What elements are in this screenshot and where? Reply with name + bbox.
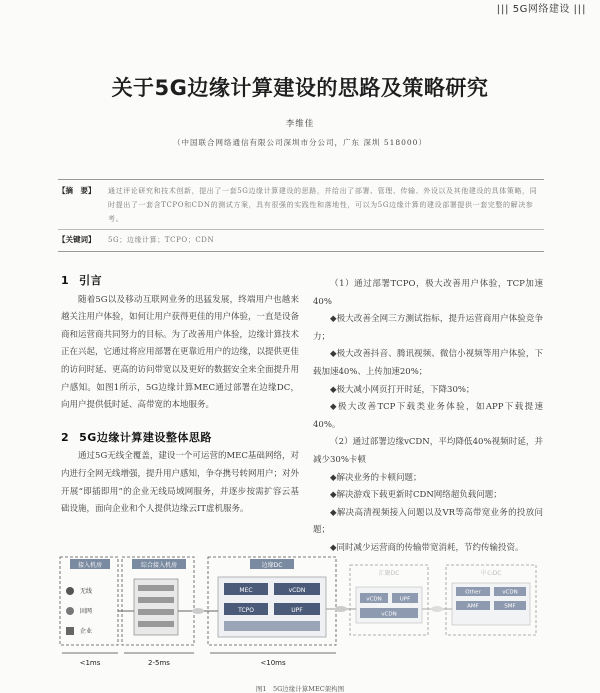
abstract-text: 通过评论研究和技术创新，提出了一套5G边缘计算建设的思路，并给出了部署、管理、传输、外设以及其他建设的具体策略，同时提出了一套含TCPO和CDN的测试方案，具有很强的实践性和落地性，可以为5G边缘计算的建设部署提供一套完整的解决参考。 <box>108 187 538 223</box>
section-name: 5G网络建设 <box>512 4 570 15</box>
edge-box-label: vCDN <box>288 587 306 594</box>
abstract-divider <box>58 229 544 230</box>
edge-box-label: TCPO <box>238 607 254 614</box>
latency-label: 2-5ms <box>148 659 170 667</box>
section1-paragraph: 随着5G以及移动互联网业务的迅猛发展，终端用户也越来越关注用户体验，如何让用户获得更佳的用户体验，一直是设备商和运营商共同努力的目标。为了改善用户体验，边缘计算技术正在兴起，它通过将应用部署在更靠近用户的边缘，以提供更佳的访问时延、更高的访问带宽以及更好的数据安全来全面提升用户感知。如图1所示，5G边缘计算MEC通过部署在边缘DC，向用户提供低时延、高带宽的本地服务。 <box>61 294 300 411</box>
core-box-label: SMF <box>504 603 516 610</box>
device-icon <box>66 627 74 635</box>
right-para: ◆极大减小网页打开时延，下降30%； <box>330 384 475 395</box>
abstract-row <box>58 184 544 226</box>
section2-paragraph: 通过5G无线全覆盖，建设一个可运营的MEC基础网络，对内进行全网无线增强，提升用户感知，争夺携号转网用户；对外开展“即插即用”的企业无线局域网服务，并逐步按需扩容云基础设施，面向企业和个人提供边缘云IT虚机服务。 <box>61 451 300 515</box>
abstract-label: 【摘 要】 <box>58 186 96 195</box>
right-para: ◆极大改善全网三方测试指标，提升运营商用户体验竞争力； <box>313 314 543 342</box>
device-icon <box>66 587 74 595</box>
device-icon <box>66 607 74 615</box>
link-node <box>335 606 347 612</box>
left-column <box>61 272 299 519</box>
section-bars: ||| <box>496 4 510 15</box>
zone-label: 接入机房 <box>77 562 103 569</box>
latency-label: <10ms <box>260 659 286 667</box>
right-para: ◆极大改善抖音、腾讯视频、微信小视频等用户体验，下载加速40%、上传加速20%； <box>313 349 543 377</box>
zone-label: 汇聚DC <box>378 570 400 577</box>
section2-heading <box>61 429 299 447</box>
right-column <box>313 276 543 558</box>
right-para: ◆极大改善TCP下载类业务体验，如APP下载提速40%。 <box>313 402 543 430</box>
keywords-row <box>58 233 544 247</box>
core-box-label: AMF <box>467 603 479 610</box>
agg-box-label: UPF <box>399 596 411 603</box>
right-para: ◆同时减少运营商的传输带宽消耗，节约传输投资。 <box>330 542 524 553</box>
access-label: 固网 <box>80 608 93 615</box>
section1-title: 引言 <box>79 274 103 287</box>
latency-label: <1ms <box>79 659 101 667</box>
right-para: ◆解决业务的卡顿问题； <box>330 472 422 483</box>
paper-title: 关于5G边缘计算建设的思路及策略研究 <box>111 76 489 100</box>
section-bars-right: ||| <box>573 4 586 15</box>
right-para: ◆解决游戏下载更新时CDN网络超负载问题； <box>330 490 502 501</box>
figure-caption: 图1 5G边缘计算MEC架构图 <box>255 685 345 693</box>
core-box-label: Other <box>465 589 481 596</box>
keywords-text: 5G；边缘计算；TCPO；CDN <box>108 236 215 244</box>
access-label: 无线 <box>80 588 93 595</box>
section2-title: 5G边缘计算建设整体思路 <box>79 430 212 444</box>
access-label: 企业 <box>80 628 93 635</box>
right-para: （1）通过部署TCPO，极大改善用户体验，TCP加速40% <box>313 279 543 307</box>
link-node <box>192 608 204 614</box>
zone-label: 边缘DC <box>261 562 283 569</box>
section1-number: 1 <box>61 274 70 287</box>
core-box-label: vCDN <box>502 589 518 596</box>
edge-box-label: MEC <box>239 587 253 594</box>
edge-box-label: UPF <box>291 607 303 614</box>
section2-number: 2 <box>61 430 70 444</box>
link-node <box>431 606 443 612</box>
agg-box-label: vCDN <box>381 611 397 618</box>
author-affiliation: （中国联合网络通信有限公司深圳市分公司，广东 深圳 518000） <box>173 138 427 147</box>
zone-label: 中心DC <box>480 570 502 577</box>
zone-label: 综合接入机房 <box>140 562 178 569</box>
section1-heading <box>61 272 299 290</box>
right-para: ◆解决高清视频接入问题以及VR等高带宽业务的投放问题； <box>313 507 543 536</box>
journal-section-tag <box>497 0 586 15</box>
keywords-label: 【关键词】 <box>58 235 96 244</box>
abstract-box <box>58 179 544 252</box>
agg-box-label: vCDN <box>366 596 382 603</box>
right-para: （2）通过部署边缘vCDN，平均降低40%视频时延，并减少30%卡顿 <box>313 437 543 465</box>
mec-architecture-figure <box>58 553 542 671</box>
author-name: 李维佳 <box>285 119 315 129</box>
